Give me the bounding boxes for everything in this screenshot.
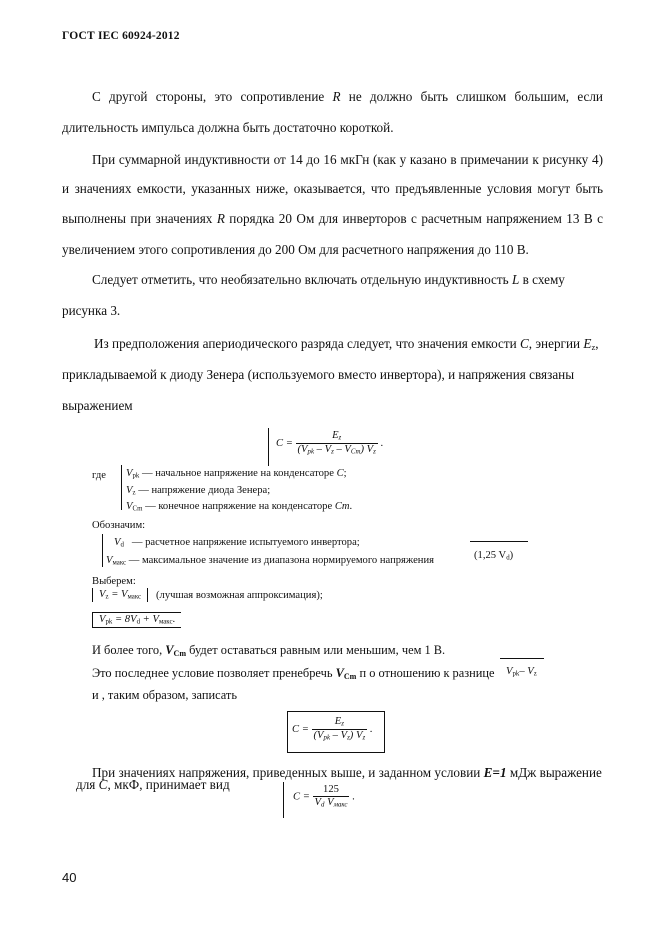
range-value: (1,25 $V_d$) <box>474 550 514 562</box>
paragraph-2-line-4: увеличением этого сопротивления до 200 Ом для расчетного напряжения до 110 В. <box>62 242 529 257</box>
paragraph-4-line-1: Из предположения апериодического разряда следует, что значения емкости C, энергии $E_z$, <box>94 336 599 353</box>
difference-value: $V_{pk}-$ $V_z$ <box>506 666 537 678</box>
formula-3-bar <box>283 782 284 818</box>
choose-formula-2: $V_{pk} = 8V_d + V_{макс}$. <box>92 612 181 628</box>
paragraph-8-line-2: для C, мкФ, принимает вид <box>76 777 230 792</box>
range-overline <box>470 541 528 542</box>
choose-label: Выберем: <box>92 576 136 587</box>
paragraph-2-line-2: и значениях емкости, указанных ниже, оказывается, что предъявленные условия могут быть <box>62 181 603 196</box>
where-list <box>126 467 352 517</box>
document-code: ГОСТ IEC 60924-2012 <box>62 30 180 42</box>
where-item-vpk: $V_{pk}$ — начальное напряжение на конденсаторе C; <box>126 468 347 480</box>
paragraph-3-line-1: Следует отметить, что необязательно включать отдельную индуктивность L в схему <box>92 272 565 287</box>
where-label: где <box>92 470 106 481</box>
paragraph-4-line-2: прикладываемой к диоду Зенера (используемого вместо инвертора), и напряжения связаны <box>62 367 575 382</box>
paragraph-3-line-2: рисунка 3. <box>62 303 121 318</box>
formula-1-bar <box>268 428 269 466</box>
paragraph-5: И более того, $V_{Cm}$ будет оставаться равным или меньшим, чем 1 В. <box>92 643 446 658</box>
where-bar <box>121 465 122 510</box>
choose-formula-1: $V_z = V_{макс}$ <box>92 588 148 602</box>
notation-list <box>106 535 434 570</box>
choose-formula-1-note: (лучшая возможная аппроксимация); <box>156 590 323 601</box>
notation-bar <box>102 534 103 567</box>
page-number: 40 <box>62 870 77 885</box>
paragraph-8-line-1: При значениях напряжения, приведенных выше, и заданном условии E=1 мДж выражение <box>92 765 602 780</box>
paragraph-1-line-1: С другой стороны, это сопротивление R не должно быть слишком большим, если <box>92 89 603 104</box>
notation-item-vmax: $V_{макс}$ — максимальное значение из диапазона нормируемого напряжения <box>106 554 435 567</box>
paragraph-2-line-3: выполнены при значениях R порядка 20 Ом для инверторов с расчетным напряжением 13 В с <box>62 211 603 226</box>
formula-3: C = $\frac{125}{V_d V_{макс}}$ . <box>293 784 355 809</box>
where-item-vz: $V_z$ — напряжение диода Зенера; <box>126 484 271 497</box>
paragraph-6: Это последнее условие позволяет пренебречь $V_{Cm}$ п о отношению к разнице <box>92 666 495 681</box>
formula-1: C = $\frac{E_z}{(V_{pk} - V_z - V_{Cm}) V_z}$ . <box>276 430 384 456</box>
where-item-vcm: $V_{Cm}$ — конечное напряжение на конденсаторе Cm. <box>126 501 353 514</box>
paragraph-7: и , таким образом, записать <box>92 688 237 702</box>
paragraph-2-line-1: При суммарной индуктивности от 14 до 16 мкГн (как у казано в примечании к рисунку 4) <box>92 152 603 167</box>
notation-label: Обозначим: <box>92 520 146 531</box>
paragraph-1-line-2: длительность импульса должна быть достаточно короткой. <box>62 120 394 135</box>
notation-item-vd: $V_d$ — расчетное напряжение испытуемого инвертора; <box>114 537 360 549</box>
difference-overline <box>500 658 544 659</box>
paragraph-4-line-3: выражением <box>62 398 133 413</box>
formula-2: C = $\frac{E_z}{(V_{pk} - V_z) V_z}$ . <box>292 716 373 742</box>
